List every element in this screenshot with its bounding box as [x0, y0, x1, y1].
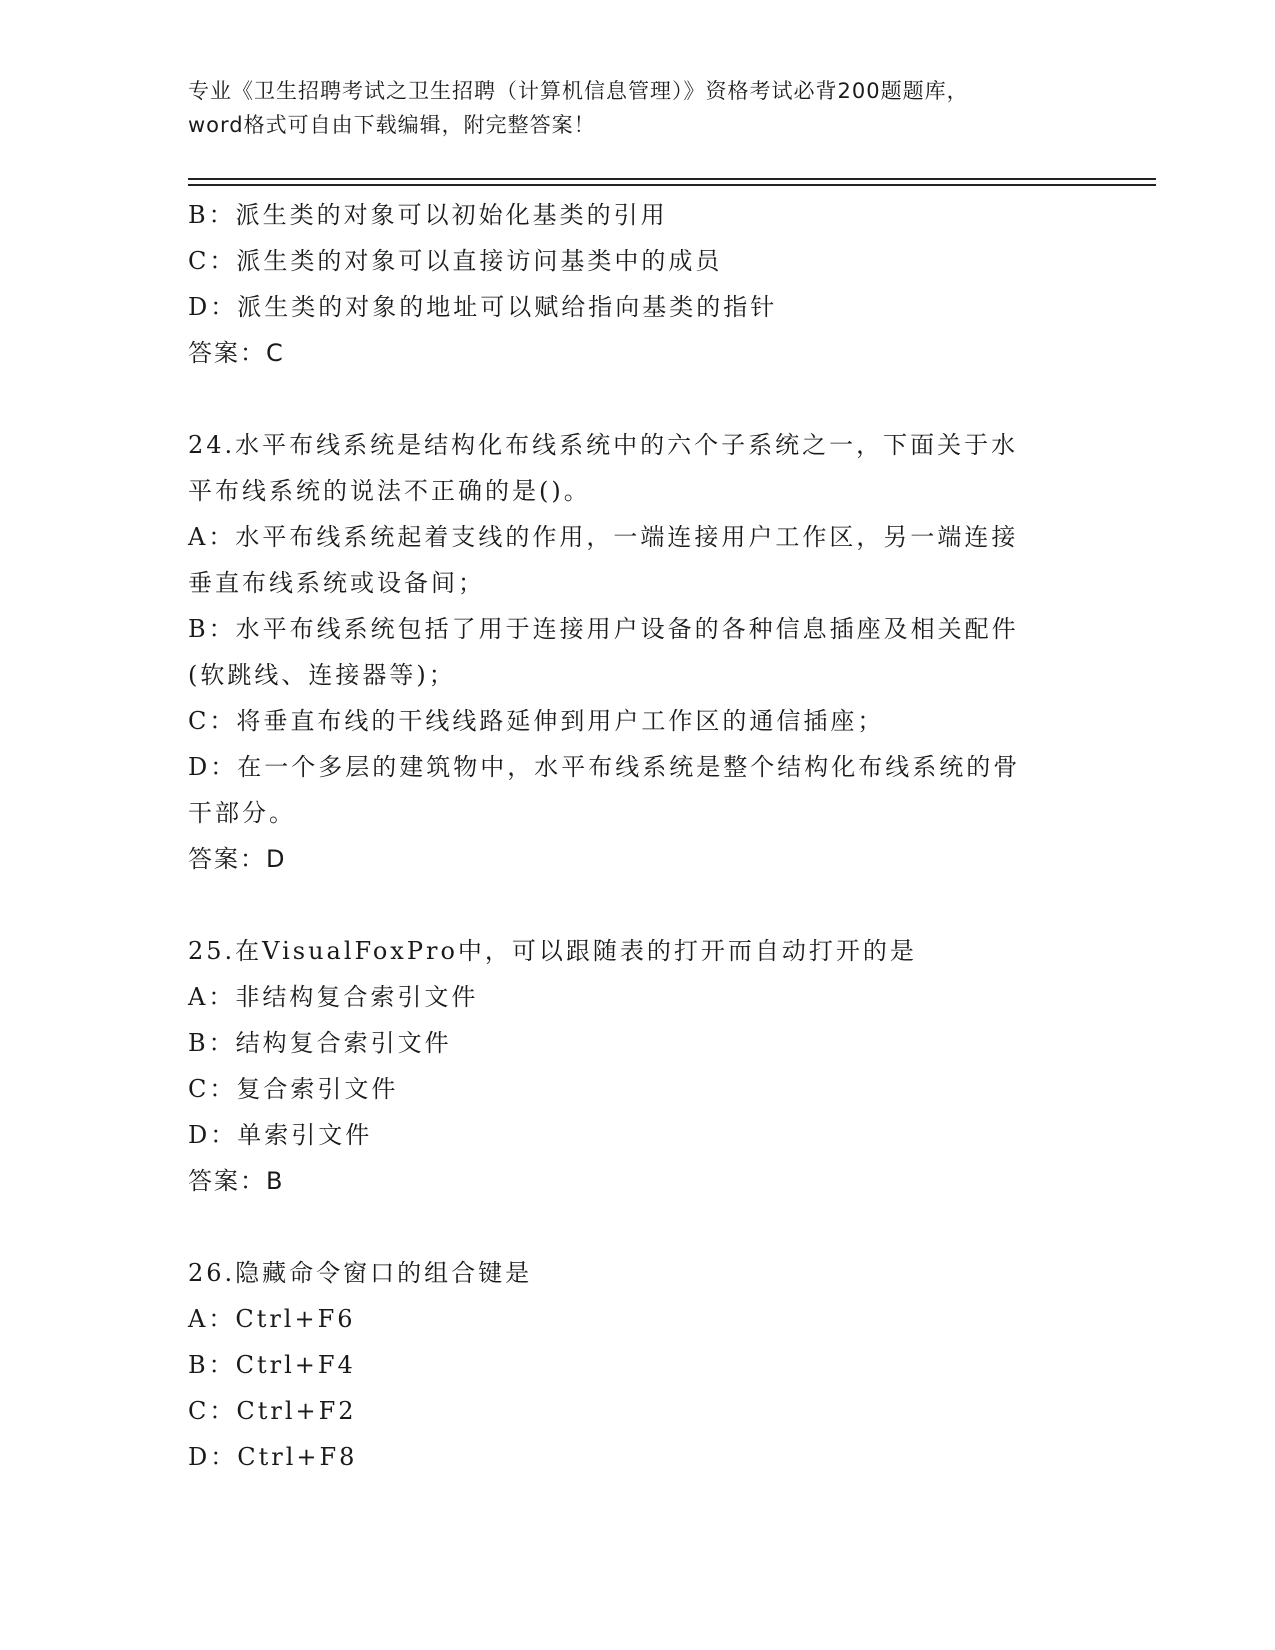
question-23-tail — [188, 192, 1088, 376]
option-a: A：Ctrl+F6 — [188, 1305, 356, 1333]
option-d-line-2: 干部分。 — [188, 799, 296, 827]
option-c: C：派生类的对象可以直接访问基类中的成员 — [188, 247, 723, 275]
header-title-line-1: 专业《卫生招聘考试之卫生招聘（计算机信息管理）》资格考试必背200题题库， — [188, 79, 969, 103]
option-a: A：非结构复合索引文件 — [188, 983, 479, 1011]
header-title-line-2: word格式可自由下载编辑，附完整答案！ — [188, 113, 596, 137]
question-26 — [188, 1250, 1088, 1480]
spacer — [188, 882, 1088, 928]
answer-label: 答案：B — [188, 1167, 285, 1195]
option-d: D：Ctrl+F8 — [188, 1443, 358, 1471]
option-d-line-1: D：在一个多层的建筑物中，水平布线系统是整个结构化布线系统的骨 — [188, 753, 1021, 781]
spacer — [188, 1204, 1088, 1250]
question-stem-line-2: 平布线系统的说法不正确的是()。 — [188, 477, 591, 505]
question-stem: 25.在VisualFoxPro中，可以跟随表的打开而自动打开的是 — [188, 937, 917, 965]
question-content — [188, 192, 1088, 1480]
header-divider-bottom — [188, 184, 1156, 186]
option-b: B：结构复合索引文件 — [188, 1029, 452, 1057]
question-24 — [188, 422, 1088, 882]
question-stem: 26.隐藏命令窗口的组合键是 — [188, 1259, 533, 1287]
spacer — [188, 376, 1088, 422]
option-c: C：复合索引文件 — [188, 1075, 399, 1103]
option-a-line-1: A：水平布线系统起着支线的作用，一端连接用户工作区，另一端连接 — [188, 523, 1019, 551]
option-b-line-2: (软跳线、连接器等)； — [188, 661, 456, 689]
option-b-line-1: B：水平布线系统包括了用于连接用户设备的各种信息插座及相关配件 — [188, 615, 1019, 643]
answer-label: 答案：C — [188, 339, 285, 367]
option-c: C：将垂直布线的干线线路延伸到用户工作区的通信插座； — [188, 707, 885, 735]
header-divider-top — [188, 178, 1156, 180]
answer-label: 答案：D — [188, 845, 287, 873]
option-b: B：Ctrl+F4 — [188, 1351, 356, 1379]
option-d: D：派生类的对象的地址可以赋给指向基类的指针 — [188, 293, 778, 321]
option-d: D：单索引文件 — [188, 1121, 373, 1149]
option-a-line-2: 垂直布线系统或设备间； — [188, 569, 485, 597]
option-c: C：Ctrl+F2 — [188, 1397, 357, 1425]
document-header — [188, 74, 1088, 142]
question-25 — [188, 928, 1088, 1204]
option-b: B：派生类的对象可以初始化基类的引用 — [188, 201, 668, 229]
question-stem-line-1: 24.水平布线系统是结构化布线系统中的六个子系统之一，下面关于水 — [188, 431, 1019, 459]
